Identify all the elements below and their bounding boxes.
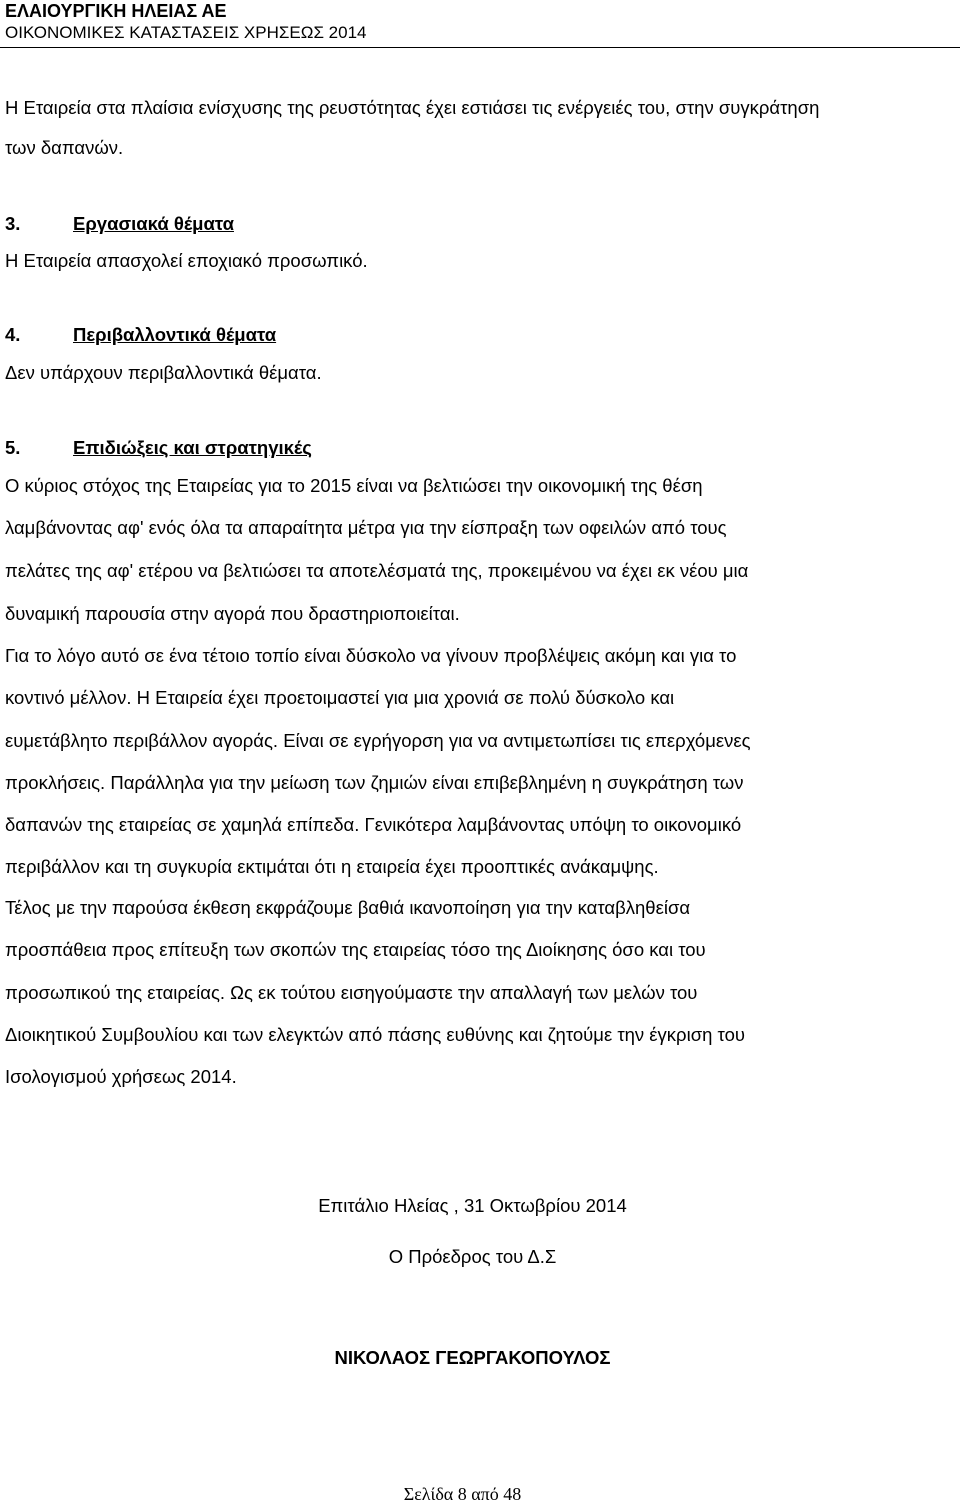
section-number: 3. — [5, 213, 21, 234]
page-number: Σελίδα 8 από 48 — [403, 1484, 522, 1504]
section-number: 5. — [5, 437, 21, 458]
text-line: προκλήσεις. Παράλληλα για την μείωση των ζημιών είναι επιβεβλημένη η συγκράτηση των — [5, 772, 744, 793]
signatory-name: ΝΙΚΟΛΑΟΣ ΓΕΩΡΓΑΚΟΠΟΥΛΟΣ — [334, 1347, 611, 1368]
section-title: Εργασιακά θέματα — [73, 213, 234, 234]
section-heading — [5, 437, 955, 459]
header-divider — [0, 47, 960, 48]
text-line: κοντινό μέλλον. Η Εταιρεία έχει προετοιμαστεί για μια χρονιά σε πολύ δύσκολο και — [5, 687, 675, 708]
text-line: Δεν υπάρχουν περιβαλλοντικά θέματα. — [5, 362, 322, 383]
signatory-role: Ο Πρόεδρος του Δ.Σ — [388, 1246, 557, 1267]
text-line: ευμετάβλητο περιβάλλον αγοράς. Είναι σε εγρήγορση για να αντιμετωπίσει τις επερχόμενες — [5, 730, 751, 751]
text-line: περιβάλλον και τη συγκυρία εκτιμάται ότι η εταιρεία έχει προοπτικές ανάκαμψης. — [5, 856, 659, 877]
text-line: των δαπανών. — [5, 137, 124, 158]
text-line: Η Εταιρεία απασχολεί εποχιακό προσωπικό. — [5, 250, 368, 271]
text-line: δαπανών της εταιρείας σε χαμηλά επίπεδα. Γενικότερα λαμβάνοντας υπόψη το οικονομικό — [5, 814, 742, 835]
company-name: ΕΛΑΙΟΥΡΓΙΚΗ ΗΛΕΙΑΣ ΑΕ — [5, 1, 227, 21]
text-line: πελάτες της αφ' ετέρου να βελτιώσει τα αποτελέσματά της, προκειμένου να έχει εκ νέου μια — [5, 560, 749, 581]
section-title: Επιδιώξεις και στρατηγικές — [73, 437, 312, 458]
text-line: δυναμική παρουσία στην αγορά που δραστηριοποιείται. — [5, 603, 460, 624]
text-line: Ισολογισμού χρήσεως 2014. — [5, 1066, 237, 1087]
section-heading — [5, 213, 955, 235]
section-number: 4. — [5, 324, 21, 345]
document-subtitle: ΟΙΚΟΝΟΜΙΚΕΣ ΚΑΤΑΣΤΑΣΕΙΣ ΧΡΗΣΕΩΣ 2014 — [5, 23, 367, 42]
text-line: Για το λόγο αυτό σε ένα τέτοιο τοπίο είναι δύσκολο να γίνουν προβλέψεις ακόμη και για το — [5, 645, 737, 666]
text-line: Ο κύριος στόχος της Εταιρείας για το 2015 είναι να βελτιώσει την οικονομική της θέση — [5, 475, 703, 496]
text-line: Διοικητικού Συμβουλίου και των ελεγκτών από πάσης ευθύνης και ζητούμε την έγκριση του — [5, 1024, 745, 1045]
section-heading — [5, 324, 955, 346]
text-line: λαμβάνοντας αφ' ενός όλα τα απαραίτητα μέτρα για την είσπραξη των οφειλών από τους — [5, 517, 727, 538]
section-title: Περιβαλλοντικά θέματα — [73, 324, 277, 345]
place-date: Επιτάλιο Ηλείας , 31 Οκτωβρίου 2014 — [318, 1195, 627, 1216]
text-line: προσπάθεια προς επίτευξη των σκοπών της εταιρείας τόσο της Διοίκησης όσο και του — [5, 939, 706, 960]
text-line: Τέλος με την παρούσα έκθεση εκφράζουμε βαθιά ικανοποίηση για την καταβληθείσα — [5, 897, 691, 918]
text-line: προσωπικού της εταιρείας. Ως εκ τούτου εισηγούμαστε την απαλλαγή των μελών του — [5, 982, 698, 1003]
text-line: Η Εταιρεία στα πλαίσια ενίσχυσης της ρευστότητας έχει εστιάσει τις ενέργειές του, στην συγκράτηση — [5, 97, 820, 118]
